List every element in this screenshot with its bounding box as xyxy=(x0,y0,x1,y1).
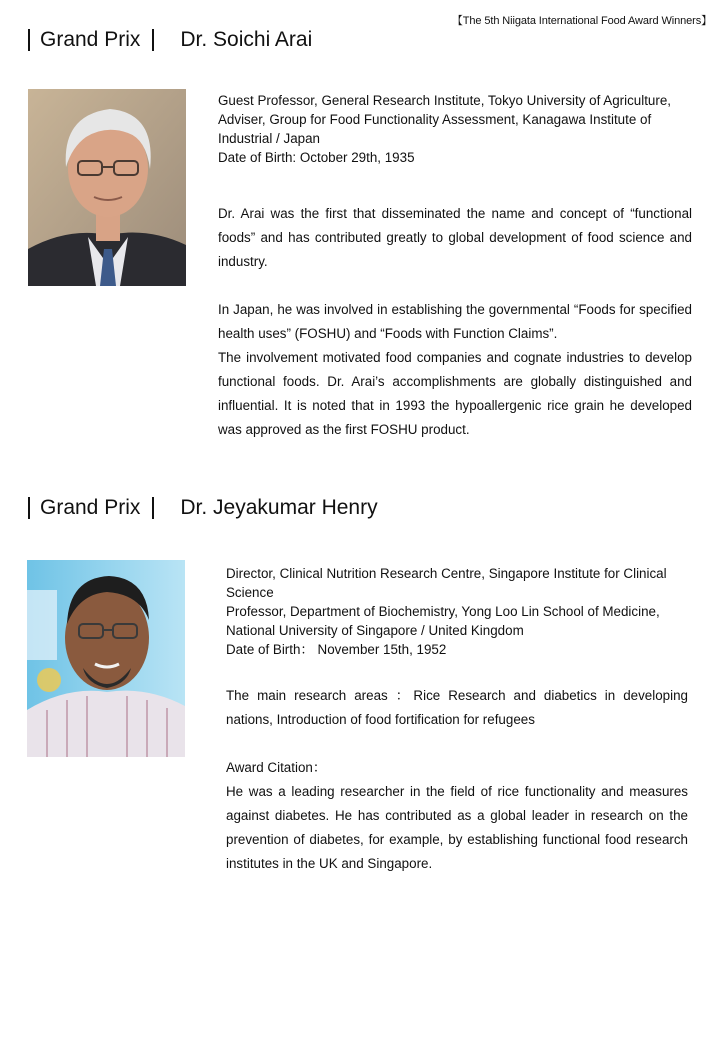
award-series-label: 【The 5th Niigata International Food Award Winners】 xyxy=(451,15,712,27)
description-paragraph: In Japan, he was involved in establishing the governmental “Foods for specified health uses” (FOSHU) and “Foods with Function Claims”. xyxy=(218,302,692,341)
profile-line: Adviser, Group for Food Functionality Assessment, Kanagawa Institute of Industrial / Japan xyxy=(218,112,652,146)
research-areas: The main research areas ：Rice Research and diabetics in developing nations, Introduction of food fortification for refugees xyxy=(226,688,688,727)
heading-divider xyxy=(28,497,30,519)
winner-heading xyxy=(28,26,312,54)
winner-description xyxy=(218,202,692,442)
winner-photo xyxy=(28,89,186,286)
description-paragraph: The involvement motivated food companies and cognate industries to develop functional foods. Dr. Arai’s accomplishments are globally distinguished and influential. It is noted that in 1993 the hypoallergenic rice grain he developed was approved as the first FOSHU product. xyxy=(218,350,692,437)
description-paragraph: Dr. Arai was the first that disseminated the name and concept of “functional foods” and has contributed greatly to global development of food science and industry. xyxy=(218,206,692,269)
birth-date: Date of Birth： November 15th, 1952 xyxy=(226,642,447,657)
heading-divider xyxy=(152,29,154,51)
profile-line: Director, Clinical Nutrition Research Centre, Singapore Institute for Clinical Science xyxy=(226,566,667,600)
heading-divider xyxy=(152,497,154,519)
winner-heading xyxy=(28,494,378,522)
winner-profile xyxy=(218,91,692,167)
winner-photo xyxy=(27,560,185,757)
citation-label: Award Citation： xyxy=(226,760,327,775)
profile-line: Guest Professor, General Research Institute, Tokyo University of Agriculture, xyxy=(218,93,672,108)
citation-text: He was a leading researcher in the field of rice functionality and measures against diabetes. He has contributed as a global leader in research on the prevention of diabetes, for example, by establishing functional food research institutes in the UK and Singapore. xyxy=(226,784,688,871)
winner-profile xyxy=(226,564,688,659)
winner-description xyxy=(226,684,688,876)
heading-divider xyxy=(28,29,30,51)
award-title: Grand Prix xyxy=(40,28,141,51)
profile-line: Professor, Department of Biochemistry, Yong Loo Lin School of Medicine, National University of Singapore / United Kingdom xyxy=(226,604,660,638)
winner-name: Dr. Soichi Arai xyxy=(180,28,313,51)
award-title: Grand Prix xyxy=(40,496,141,519)
birth-date: Date of Birth: October 29th, 1935 xyxy=(218,150,415,165)
winner-name: Dr. Jeyakumar Henry xyxy=(180,496,378,519)
